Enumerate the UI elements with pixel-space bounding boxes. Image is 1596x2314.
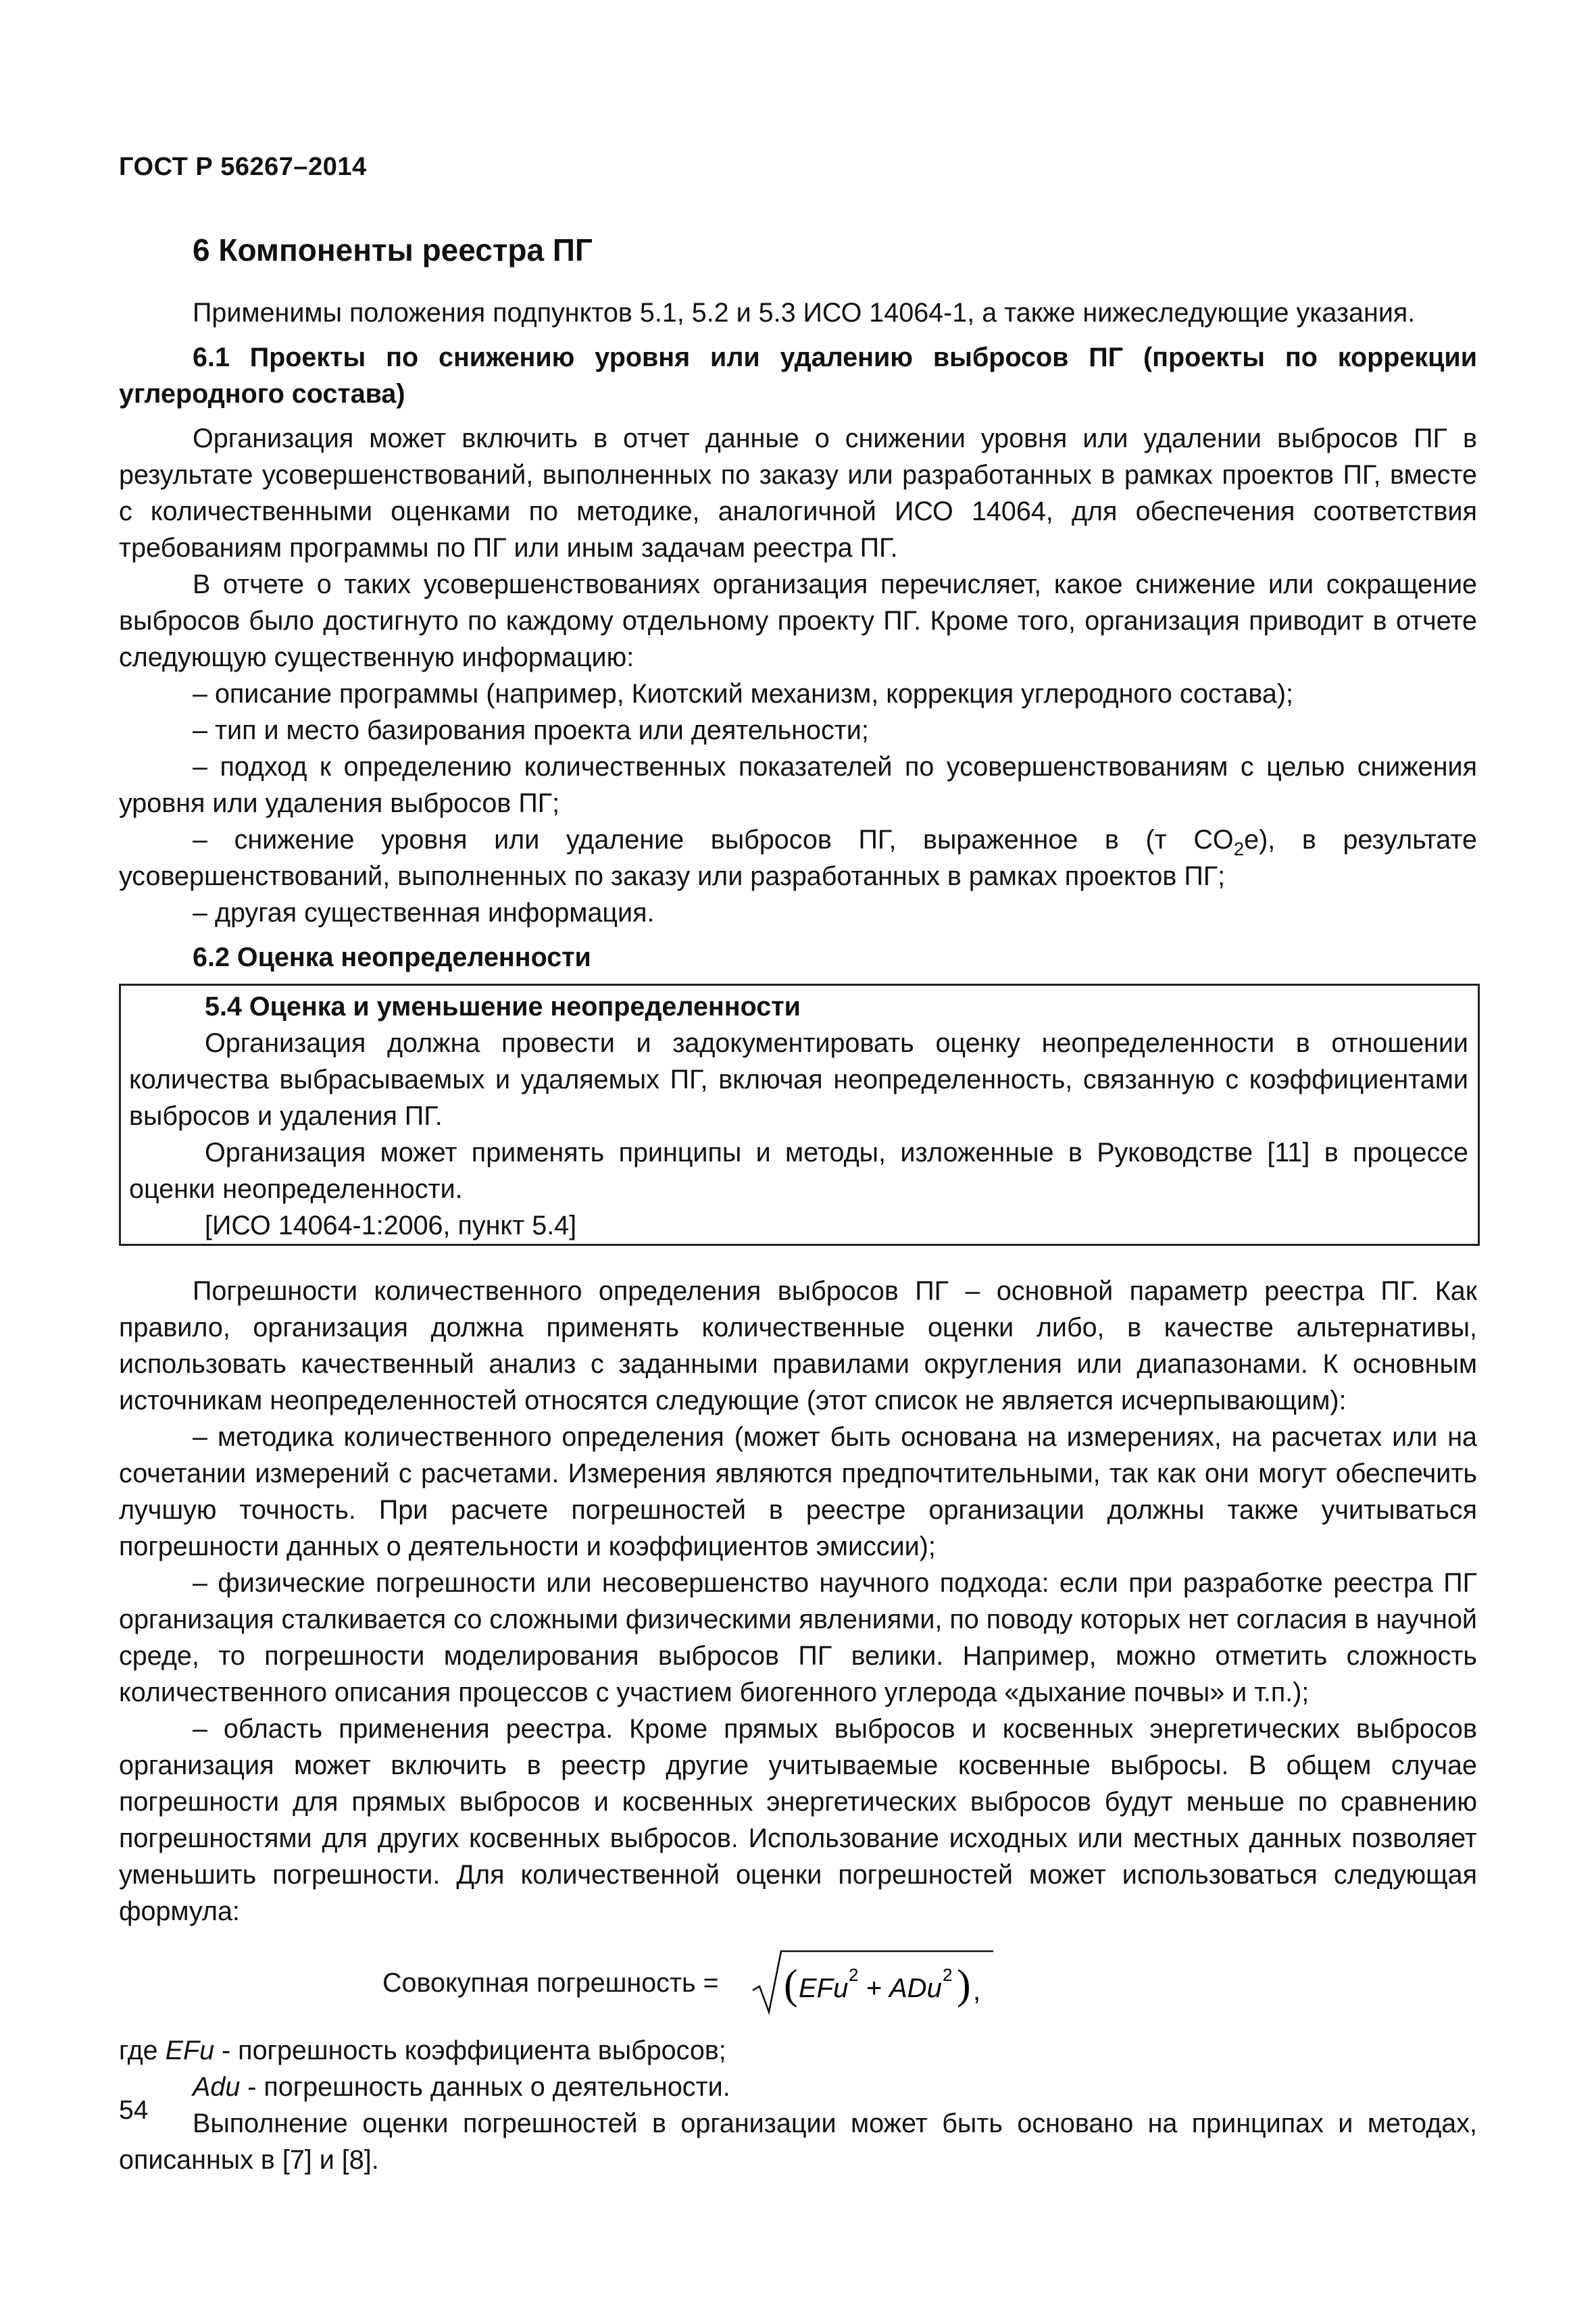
paragraph: Погрешности количественного определения выбросов ПГ – основной параметр реестра ПГ. Как правило, организация должна применять количественные оценки либо, в качестве альтернативы, использовать качественный анализ с заданными правилами округления или диапазонами. К основным источникам неопределенностей относятся следующие (этот список не является исчерпывающим):	[119, 1276, 1477, 1415]
subsection-6-1-title: 6.1 Проекты по снижению уровня или удалению выбросов ПГ (проекты по коррекции углеродного состава)	[119, 343, 1477, 409]
formula-paren-close: )	[956, 1962, 971, 2008]
formula-paren-open: (	[783, 1962, 798, 2008]
page-body	[119, 230, 1477, 2178]
paragraph: В отчете о таких усовершенствованиях организация перечисляет, какое снижение или сокращение выбросов было достигнуто по каждому отдельному проекту ПГ. Кроме того, организация приводит в отчете следующую существенную информацию:	[119, 570, 1477, 672]
paragraph: Организация может включить в отчет данные о снижении уровня или удалении выбросов ПГ в результате усовершенствований, выполненных по заказу или разработанных в рамках проектов ПГ, вместе с количественными оценками по методике, аналогичной ИСО 14064, для обеспечения соответствия требованиям программы по ПГ или иным задачам реестра ПГ.	[119, 424, 1477, 563]
quoted-clause-box	[119, 984, 1480, 1246]
list-item	[119, 822, 1477, 895]
formula-comma: ,	[972, 1976, 980, 2006]
list-item: – физические погрешности или несовершенство научного подхода: если при разработке реестра ПГ организация сталкивается со сложными физическими явлениями, по поводу которых нет согласия в научной среде, то погрешности моделирования выбросов ПГ велики. Например, можно отметить сложность количественного описания процессов с участием биогенного углерода «дыхание почвы» и т.п.);	[119, 1568, 1477, 1707]
where-label: где	[119, 2036, 166, 2065]
sqrt-formula	[750, 1946, 1007, 2020]
variable-definition	[119, 2032, 1477, 2069]
paragraph: Выполнение оценки погрешностей в организации может быть основано на принципах и методах, описанных в [7] и [8].	[119, 2109, 1477, 2175]
document-header: ГОСТ Р 56267–2014	[119, 153, 367, 181]
quote-paragraph: Организация может применять принципы и методы, изложенные в Руководстве [11] в процессе оценки неопределенности.	[129, 1138, 1468, 1204]
formula-term-efu: EFu	[798, 1973, 849, 2003]
quote-paragraph: Организация должна провести и задокументировать оценку неопределенности в отношении количества выбрасываемых и удаляемых ПГ, включая неопределенность, связанную с коэффициентами выбросов и удаления ПГ.	[129, 1028, 1468, 1131]
list-item: – тип и место базирования проекта или деятельности;	[193, 715, 869, 745]
list-item-text: е), в результате усовершенствований, выполненных по заказу или разработанных в рамках проектов ПГ;	[119, 825, 1477, 891]
section-intro: Применимы положения подпунктов 5.1, 5.2 и 5.3 ИСО 14064-1, а также нижеследующие указания.	[193, 298, 1416, 328]
formula-term-adu: ADu	[889, 1973, 942, 2003]
variable-name: EFu	[165, 2036, 215, 2065]
formula-label: Совокупная погрешность =	[382, 1968, 719, 1998]
page-number: 54	[119, 2096, 149, 2125]
formula	[382, 1946, 1477, 2020]
variable-description: - погрешность коэффициента выбросов;	[214, 2036, 726, 2065]
variable-description: - погрешность данных о деятельности.	[240, 2072, 730, 2102]
list-item: – подход к определению количественных показателей по усовершенствованиям с целью снижения уровня или удаления выбросов ПГ;	[119, 752, 1477, 818]
formula-exponent: 2	[848, 1965, 859, 1985]
list-item-text: – снижение уровня или удаление выбросов ПГ, выраженное в (т CO	[193, 825, 1234, 855]
list-item: – описание программы (например, Киотский механизм, коррекция углеродного состава);	[193, 679, 1294, 709]
subscript: 2	[1233, 838, 1245, 859]
formula-plus: +	[866, 1973, 882, 2003]
formula-exponent: 2	[942, 1965, 953, 1985]
variable-name: Adu	[193, 2072, 241, 2102]
quote-title: 5.4 Оценка и уменьшение неопределенности	[205, 992, 801, 1022]
list-item: – другая существенная информация.	[193, 898, 655, 928]
variable-definition	[119, 2069, 1477, 2105]
quote-reference: [ИСО 14064-1:2006, пункт 5.4]	[205, 1211, 577, 1240]
list-item: – методика количественного определения (может быть основана на измерениях, на расчетах или на сочетании измерений с расчетами. Измерения являются предпочтительными, так как они могут обеспечить лучшую точность. При расчете погрешностей в реестре организации должны также учитываться погрешности данных о деятельности и коэффициентов эмиссии);	[119, 1422, 1477, 1561]
list-item: – область применения реестра. Кроме прямых выбросов и косвенных энергетических выбросов организация может включить в реестр другие учитываемые косвенные выбросы. В общем случае погрешности для прямых выбросов и косвенных энергетических выбросов будут меньше по сравнению погрешностями для других косвенных выбросов. Использование исходных или местных данных позволяет уменьшить погрешности. Для количественной оценки погрешностей может использоваться следующая формула:	[119, 1714, 1477, 1926]
section-title: 6 Компоненты реестра ПГ	[193, 232, 593, 268]
subsection-6-2-title: 6.2 Оценка неопределенности	[193, 942, 591, 972]
